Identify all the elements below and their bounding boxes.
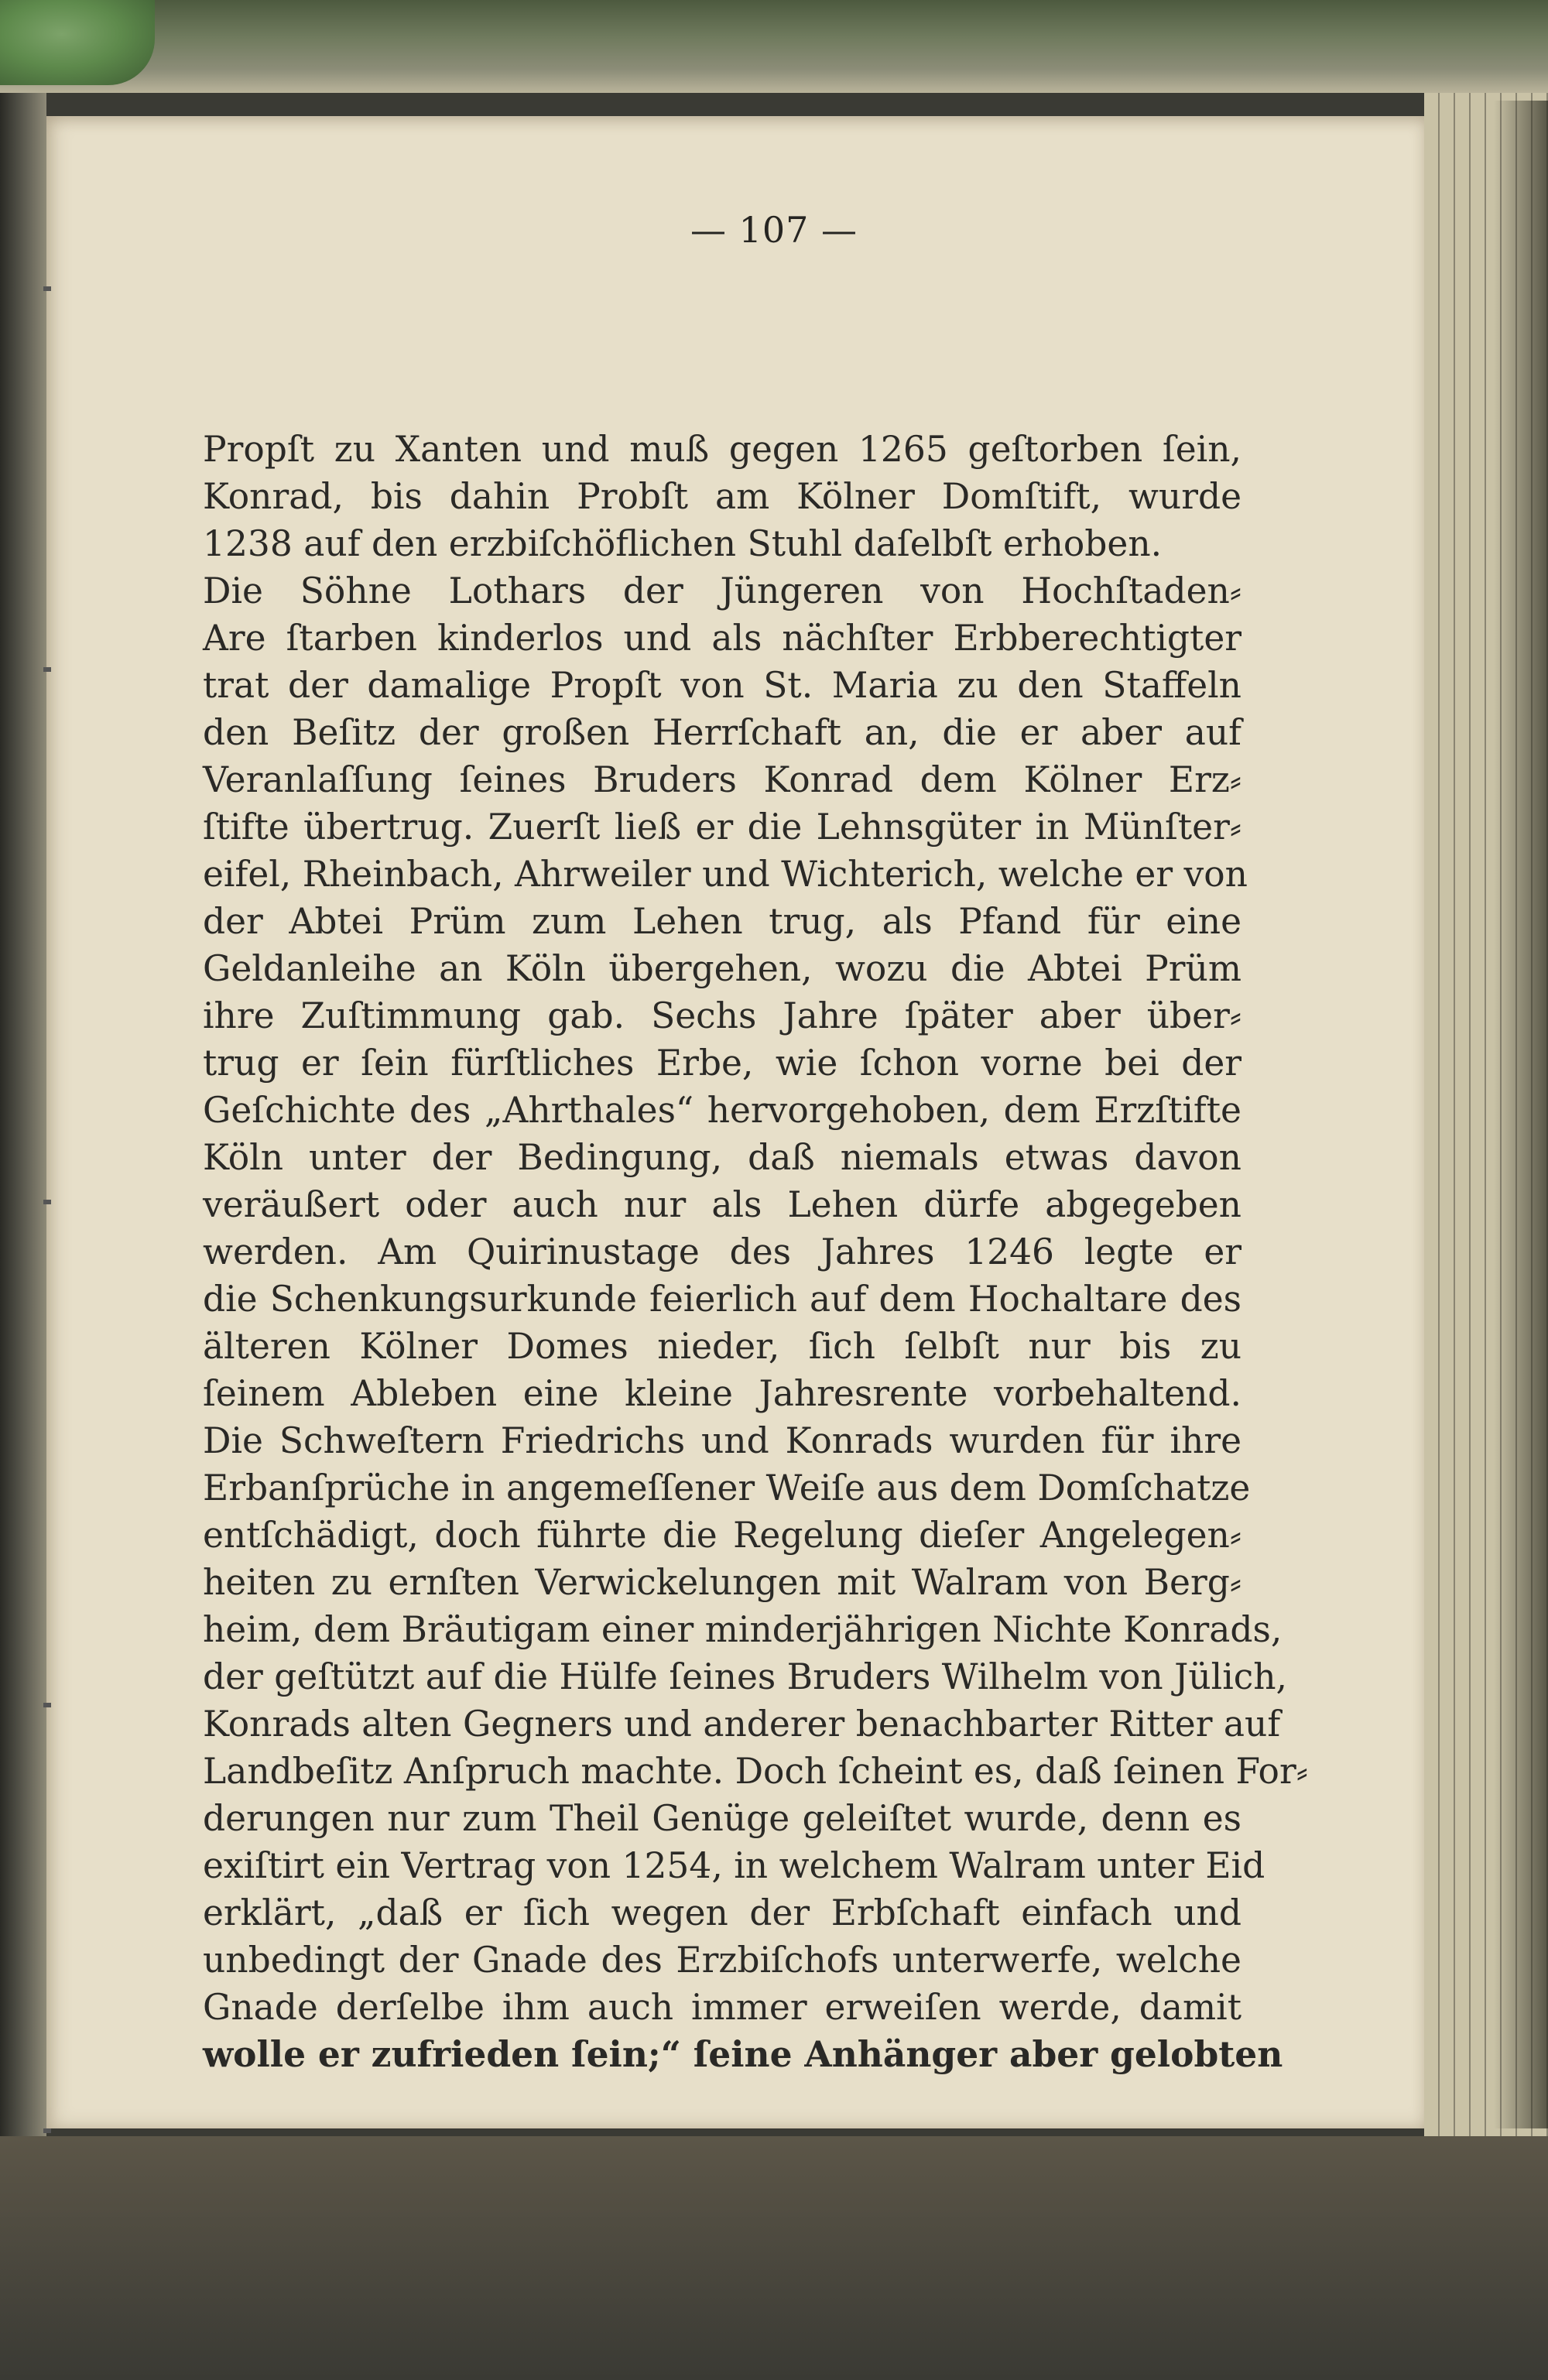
text-line: 1238 auf den erzbiſchöflichen Stuhl daſelbſt erhoben. — [203, 523, 1163, 564]
text-line: entſchädigt, doch führte die Regelung dieſer Angelegen⸗ — [203, 1515, 1241, 1556]
text-line: werden. Am Quirinustage des Jahres 1246 legte er — [203, 1231, 1241, 1272]
text-line: exiſtirt ein Vertrag von 1254, in welchem Walram unter Eid — [203, 1845, 1265, 1886]
page-number: — 107 — — [690, 209, 858, 251]
text-line: Veranlaſſung ſeines Bruders Konrad dem Kölner Erz⸗ — [203, 759, 1241, 800]
text-line: Konrad, bis dahin Probſt am Kölner Domſtift, wurde — [203, 476, 1241, 517]
text-line: Geſchichte des „Ahrthales“ hervorgehoben, dem Erzſtifte — [203, 1090, 1241, 1131]
text-line: derungen nur zum Theil Genüge geleiſtet wurde, denn es — [203, 1798, 1241, 1839]
text-line: wolle er zufrieden ſein;“ ſeine Anhänger aber gelobten — [203, 2033, 1283, 2075]
margin-mark — [43, 2128, 51, 2133]
text-line: heim, dem Bräutigam einer minderjährigen Nichte Konrads, — [203, 1609, 1283, 1650]
text-line: Gnade derſelbe ihm auch immer erweiſen werde, damit — [203, 1987, 1241, 2028]
text-line: ſtifte übertrug. Zuerſt ließ er die Lehnsgüter in Münſter⸗ — [203, 806, 1241, 848]
text-line: ſeinem Ableben eine kleine Jahresrente vorbehaltend. — [203, 1373, 1241, 1414]
page-stack-shadow — [1494, 101, 1548, 2128]
margin-mark — [43, 286, 51, 291]
book-binding — [0, 0, 46, 2380]
text-line: Konrads alten Gegners und anderer benachbarter Ritter auf — [203, 1704, 1281, 1745]
body-text — [203, 426, 1308, 2078]
cover-cloth — [0, 0, 155, 85]
text-line: Geldanleihe an Köln übergehen, wozu die Abtei Prüm — [203, 948, 1241, 989]
text-line: heiten zu ernſten Verwickelungen mit Walram von Berg⸗ — [203, 1562, 1241, 1603]
margin-mark — [43, 667, 51, 672]
text-line: ihre Zuſtimmung gab. Sechs Jahre ſpäter aber über⸗ — [203, 995, 1241, 1036]
text-line: der Abtei Prüm zum Lehen trug, als Pfand für eine — [203, 901, 1241, 942]
text-line: den Beſitz der großen Herrſchaft an, die er aber auf — [203, 712, 1241, 753]
text-line: Propſt zu Xanten und muß gegen 1265 geſtorben ſein, — [203, 429, 1241, 470]
text-line: der geſtützt auf die Hülfe ſeines Bruders Wilhelm von Jülich, — [203, 1656, 1288, 1697]
text-line: Die Söhne Lothars der Jüngeren von Hochſtaden⸗ — [203, 570, 1241, 611]
book-top-edge — [0, 0, 1548, 93]
text-line: Die Schweſtern Friedrichs und Konrads wurden für ihre — [203, 1420, 1241, 1461]
text-line: unbedingt der Gnade des Erzbiſchofs unterwerfe, welche — [203, 1940, 1241, 1981]
text-line: die Schenkungsurkunde feierlich auf dem Hochaltare des — [203, 1279, 1241, 1320]
margin-mark — [43, 1200, 51, 1204]
text-line: trat der damalige Propſt von St. Maria zu den Staffeln — [203, 665, 1241, 706]
text-line: Köln unter der Bedingung, daß niemals etwas davon — [203, 1137, 1241, 1178]
book-bottom-edge — [0, 2136, 1548, 2380]
text-line: veräußert oder auch nur als Lehen dürfe abgegeben — [203, 1184, 1241, 1225]
text-line: Erbanſprüche in angemeſſener Weiſe aus dem Domſchatze — [203, 1467, 1251, 1508]
text-line: Landbeſitz Anſpruch machte. Doch ſcheint es, daß ſeinen For⸗ — [203, 1751, 1308, 1792]
text-line: Are ſtarben kinderlos und als nächſter Erbberechtigter — [203, 618, 1241, 659]
text-line: älteren Kölner Domes nieder, ſich ſelbſt nur bis zu — [203, 1326, 1241, 1367]
margin-mark — [43, 1703, 51, 1707]
text-line: erklärt, „daß er ſich wegen der Erbſchaft einfach und — [203, 1892, 1241, 1933]
text-line: trug er ſein fürſtliches Erbe, wie ſchon vorne bei der — [203, 1043, 1241, 1084]
text-line: eifel, Rheinbach, Ahrweiler und Wichterich, welche er von — [203, 854, 1248, 895]
